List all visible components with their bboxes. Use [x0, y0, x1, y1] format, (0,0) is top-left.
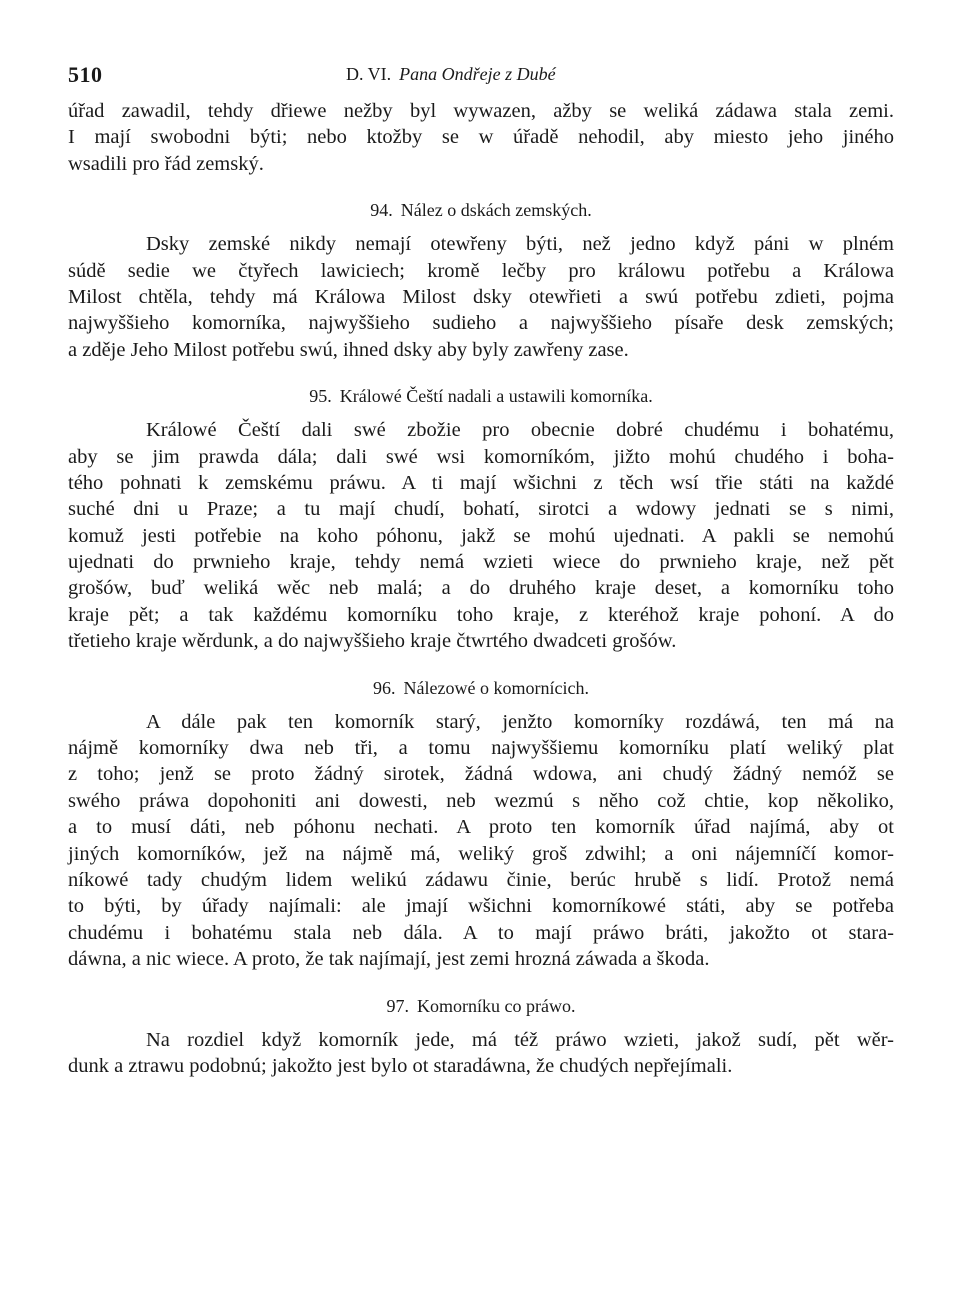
section-heading — [68, 993, 894, 1019]
section-title: Nálezowé o komornícich. — [403, 677, 589, 698]
section-96 — [68, 675, 894, 973]
section-title: Nález o dskách zemských. — [400, 200, 592, 221]
section-95 — [68, 383, 894, 655]
text-line: komuž jesti potřebie na koho póhonu, jakž se mohú ujednati. A pakli se nemohú — [68, 524, 894, 547]
text-line: nájmě komorníky dwa neb tři, a tomu najwyššiemu komorníku platí weliký plat — [68, 737, 894, 760]
text-line: tého pohnati k zemskému práwu. A ti mají wšichni z těch wsí třie státi na každé — [68, 471, 894, 494]
text-line: dunk a ztrawu podobnú; jakožto jest bylo ot staradáwna, že chudých nepřejímali. — [68, 1054, 733, 1077]
text-line: a zděje Jeho Milost potřebu swú, ihned dsky aby byly zawřeny zase. — [68, 338, 629, 361]
text-line: swého práwa dopohoniti ani dowesti, neb wezmú s něho což chtie, kop několiko, — [68, 789, 894, 812]
text-line: grošów, buď weliká wěc neb malá; a do druhého kraje deset, a komorníku toho — [68, 577, 894, 600]
section-number: 95. — [309, 386, 332, 407]
book-page — [68, 62, 894, 1079]
page-header — [68, 62, 894, 92]
section-number: 97. — [386, 995, 410, 1016]
text-line: ujednati do prwnieho kraje, tehdy nemá wzieti wiece do prwnieho kraje, než pět — [68, 551, 894, 574]
text-line: chudému i bohatému stala neb dála. A to mají práwo bráti, jakožto ot stara- — [68, 921, 894, 944]
section-number: 94. — [370, 200, 393, 221]
text-line: Milost chtěla, tehdy má Králowa Milost dsky otewřieti a swú potřebu zdieti, pojma — [68, 285, 894, 308]
text-line: Dsky zemské nikdy nemají otewřeny býti, než jedno když páni w plném — [146, 233, 894, 256]
text-line: a to musí dáti, neb póhonu nechati. A proto ten komorník úřad najímá, aby ot — [68, 816, 894, 839]
section-heading — [68, 383, 894, 409]
text-line: třetieho kraje wěrdunk, a do najwyššieho kraje čtwrtého dwadceti grošów. — [68, 630, 677, 653]
running-head-work: Pana Ondřeje z Dubé — [399, 64, 556, 84]
text-line: wsadili pro řád zemský. — [68, 152, 264, 175]
text-line: aby se jim prawda dála; dali swé wsi komorníkóm, jižto mohú chudého i boha- — [68, 445, 894, 468]
text-line: najwyššieho komorníka, najwyššieho sudieho a najwyššieho písaře desk zemských; — [68, 312, 894, 335]
text-line: níkowé tady chudým lidem welikú zádawu činie, berúc hrubě s lidí. Protož nemá — [68, 868, 894, 891]
section-heading — [68, 675, 894, 701]
text-line: súdě sedie we čtyřech lawiciech; kromě lečby pro králowu potřebu a Králowa — [68, 259, 894, 282]
page-number: 510 — [68, 62, 103, 87]
text-line: suché dni u Praze; a tu mají chudí, bohatí, sirotci a wdowy jednati se s nimi, — [68, 498, 894, 521]
section-97 — [68, 993, 894, 1080]
intro-paragraph — [68, 98, 894, 177]
text-line: Králowé Čeští dali swé zbožie pro obecnie dobré chudému i bohatému, — [146, 419, 894, 442]
text-line: jiných komorníków, jež na nájmě má, weliký groš zdwihl; a oni nájemníčí komor- — [68, 842, 894, 865]
text-line: kraje pět; a tak každému komorníku toho kraje, z kteréhož kraje pohoní. A do — [68, 603, 894, 626]
section-94 — [68, 197, 894, 363]
text-line: A dále pak ten komorník starý, jenžto komorníky rozdáwá, ten má na — [146, 710, 894, 733]
section-number: 96. — [373, 677, 396, 698]
text-line: I mají swobodni býti; nebo ktožby se w úřadě nehodil, aby miesto jeho jiného — [68, 126, 894, 149]
text-line: z toho; jenž se proto žádný sirotek, žádná wdowa, ani chudý žádný nemóž se — [68, 763, 894, 786]
running-head — [346, 64, 556, 85]
section-heading — [68, 197, 894, 223]
text-line: úřad zawadil, tehdy dřiewe nežby byl wywazen, ažby se weliká zádawa stala zemi. — [68, 100, 894, 122]
section-title: Komorníku co práwo. — [417, 995, 576, 1016]
text-line: Na rozdiel když komorník jede, má též práwo wzieti, jakož sudí, pět wěr- — [146, 1028, 894, 1051]
running-head-prefix: D. VI. — [346, 64, 392, 84]
text-line: to býti, by úřady najímali: ale jmají wšichni komorníkowé státi, aby se potřeba — [68, 895, 894, 918]
text-line: dáwna, a nic wiece. A proto, že tak najímají, jest zemi hrozná záwada a škoda. — [68, 948, 710, 971]
section-title: Králowé Čeští nadali a ustawili komorníka. — [339, 386, 653, 407]
